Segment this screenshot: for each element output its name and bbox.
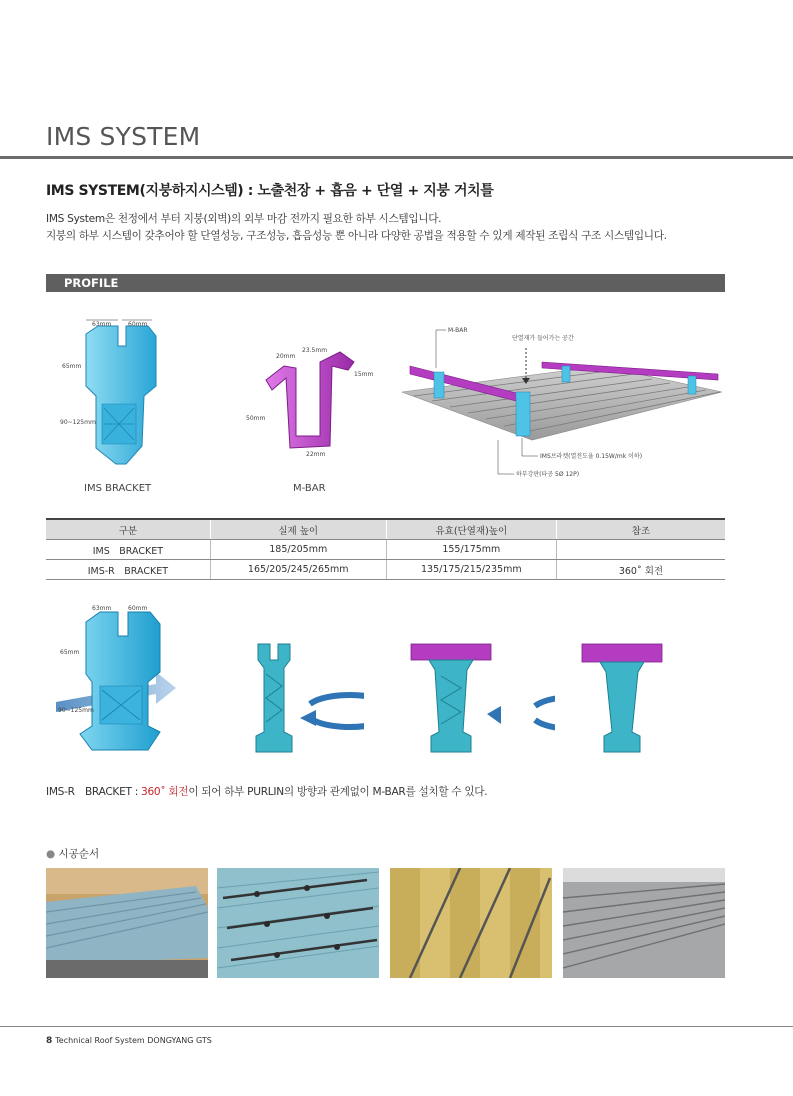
- spec-table: [46, 518, 725, 580]
- rotation-prefix: IMS-R BRACKET :: [46, 786, 142, 798]
- ims-r-bracket-front-figure: [244, 640, 364, 770]
- intro-line-2: 지붕의 하부 시스템이 갖추어야 할 단열성능, 구조성능, 흡음성능 뿐 아니라 다양한 공법을 적용할 수 있게 제작된 조립식 구조 시스템입니다.: [46, 230, 667, 242]
- bracket-dim-top-right: 60mm: [128, 321, 148, 328]
- bracket-dim-top-left: 63mm: [92, 321, 112, 328]
- spec-cell: IMS-R BRACKET: [46, 560, 210, 580]
- mbar-dim-height: 50mm: [246, 415, 266, 422]
- page-number: 8: [46, 1036, 53, 1046]
- assembly-label-purlin: 하부강판(타공 5Ø 12P): [516, 471, 580, 478]
- rotation-dim-lower-height: 90~125mm: [58, 707, 94, 714]
- intro-line-1: IMS System은 천정에서 부터 지붕(외벽)의 외부 마감 전까지 필요한 하부 시스템입니다.: [46, 213, 442, 225]
- ims-bracket-caption: IMS BRACKET: [84, 483, 152, 494]
- table-row: [46, 540, 725, 560]
- section-subtitle: IMS SYSTEM(지붕하지시스템) : 노출천장 + 흡음 + 단열 + 지붕 거치틀: [46, 183, 494, 199]
- spec-cell: 165/205/245/265mm: [210, 560, 386, 580]
- profile-section-bar: PROFILE: [46, 274, 725, 292]
- spec-header-actual-height: 실제 높이: [210, 519, 386, 540]
- rotation-highlight: 360˚ 회전: [141, 786, 189, 798]
- spec-header-reference: 참조: [556, 519, 725, 540]
- step-photo-4: [563, 868, 725, 978]
- assembly-label-bracket: IMS브라켓(열전도율 0.15W/mk 이하): [540, 453, 643, 460]
- spec-cell: 135/175/215/235mm: [386, 560, 556, 580]
- rotation-dim-top-right: 60mm: [128, 605, 148, 612]
- footer-divider: [0, 1026, 793, 1027]
- footer: [46, 1036, 212, 1046]
- mbar-dim-top-width: 23.5mm: [302, 347, 328, 354]
- table-row: [46, 560, 725, 580]
- bracket-dim-upper-height: 65mm: [62, 363, 82, 370]
- spec-cell: 155/175mm: [386, 540, 556, 560]
- step-photo-3: [390, 868, 552, 978]
- rotation-description: [46, 784, 487, 799]
- bracket-dim-lower-height: 90~125mm: [60, 419, 96, 426]
- spec-header-type: 구분: [46, 519, 210, 540]
- spec-table-header: [46, 519, 725, 540]
- construction-steps-title: [46, 846, 99, 861]
- step-photo-2: [217, 868, 379, 978]
- ims-r-bracket-3d-figure: [56, 602, 186, 762]
- mbar-dim-right-lip: 15mm: [354, 371, 374, 378]
- spec-cell: 360˚ 회전: [556, 560, 725, 580]
- rotation-suffix: 이 되어 하부 PURLIN의 방향과 관계없이 M-BAR를 설치할 수 있다.: [188, 786, 488, 798]
- page-title: IMS SYSTEM: [46, 122, 201, 151]
- steps-title-text: 시공순서: [58, 848, 100, 860]
- mbar-dim-left-flange: 20mm: [276, 353, 296, 360]
- rotation-dim-top-left: 63mm: [92, 605, 112, 612]
- ims-bracket-figure: [56, 316, 176, 481]
- assembly-figure: [402, 322, 732, 484]
- step-photo-1: [46, 868, 208, 978]
- spec-cell: [556, 540, 725, 560]
- bullet-icon: ●: [46, 848, 56, 860]
- rotation-dim-upper-height: 65mm: [60, 649, 80, 656]
- assembly-label-mbar: M-BAR: [448, 327, 468, 334]
- spec-header-effective-height: 유효(단열재)높이: [386, 519, 556, 540]
- title-divider: [0, 156, 793, 159]
- spec-cell: IMS BRACKET: [46, 540, 210, 560]
- m-bar-figure: [244, 340, 379, 462]
- ims-r-bracket-rotated-figure: [405, 640, 555, 770]
- footer-text: Technical Roof System DONGYANG GTS: [55, 1036, 212, 1045]
- spec-cell: 185/205mm: [210, 540, 386, 560]
- mbar-dim-bottom-width: 22mm: [306, 451, 326, 458]
- assembly-label-insulation-space: 단열재가 들어가는 공간: [512, 335, 574, 342]
- ims-r-bracket-final-figure: [580, 640, 670, 770]
- m-bar-caption: M-BAR: [293, 483, 326, 494]
